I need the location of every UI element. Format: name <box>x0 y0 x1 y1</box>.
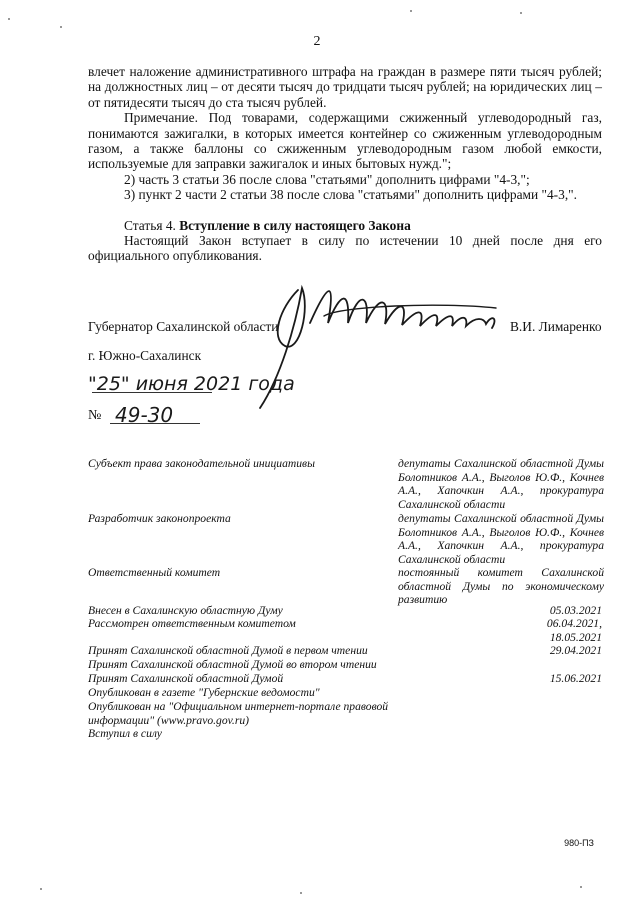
date-underline <box>92 392 212 393</box>
history-label-committee: Рассмотрен ответственным комитетом <box>88 617 296 630</box>
scan-speck <box>8 18 10 20</box>
history-date-adopted: 15.06.2021 <box>549 672 602 685</box>
article-4-prefix: Статья 4. <box>124 217 180 233</box>
law-number-prefix: № <box>88 408 102 423</box>
signatory-name: В.И. Лимаренко <box>510 319 602 334</box>
article-4-text: Настоящий Закон вступает в силу по истечении 10 дней после дня его официального опубликования. <box>88 233 602 264</box>
developer-label: Разработчик законопроекта <box>88 512 231 525</box>
developer-value: депутаты Сахалинской областной Думы Болотников А.А., Выголов Ю.Ф., Кочнев А.А., Хапочкин А.А., прокуратура Сахалинской области <box>398 512 604 566</box>
scan-speck <box>60 26 62 28</box>
history-label-first-reading: Принят Сахалинской областной Думой в первом чтении <box>88 644 368 657</box>
history-label-published-newspaper: Опубликован в газете "Губернские ведомости" <box>88 686 320 699</box>
article-4-heading <box>88 218 602 233</box>
scan-speck <box>580 886 582 888</box>
history-date-committee-1: 06.04.2021, <box>546 617 602 630</box>
committee-label: Ответственный комитет <box>88 566 221 579</box>
committee-value: постоянный комитет Сахалинской областной Думы по экономическому развитию <box>398 566 604 607</box>
subject-label: Субъект права законодательной инициативы <box>88 457 315 470</box>
scan-speck <box>520 12 522 14</box>
history-date-introduced: 05.03.2021 <box>549 604 602 617</box>
paragraph-note: Примечание. Под товарами, содержащими сжиженный углеводородный газ, понимаются зажигалки, в которых имеется контейнер со сжиженным углеводородным газом, а также баллоны со сжиженным углеводородным газом любой емкости, используемые для заправки зажигалок и иных бытовых нужд."; <box>88 110 602 172</box>
history-label-second-reading: Принят Сахалинской областной Думой во втором чтении <box>88 658 377 671</box>
signing-date-handwritten: "25" июня 2021 года <box>88 373 295 395</box>
history-label-adopted: Принят Сахалинской областной Думой <box>88 672 284 685</box>
history-label-effective: Вступил в силу <box>88 727 162 740</box>
number-underline <box>110 423 200 424</box>
document-code: 980-ПЗ <box>564 838 594 848</box>
law-number-handwritten: 49-30 <box>115 403 174 427</box>
law-body-text <box>88 64 602 264</box>
history-label-published-portal: Опубликован на "Официальном интернет-портале правовой информации" (www.pravo.gov.ru) <box>88 700 389 727</box>
history-date-committee-2: 18.05.2021 <box>549 631 602 644</box>
paragraph-item-3: 3) пункт 2 части 2 статьи 38 после слова "статьями" дополнить цифрами "4-3,". <box>124 187 577 203</box>
scan-speck <box>40 888 42 890</box>
signatory-position: Губернатор Сахалинской области <box>88 319 279 334</box>
page-number: 2 <box>313 34 321 49</box>
history-date-first-reading: 29.04.2021 <box>549 644 602 657</box>
article-4-title: Вступление в силу настоящего Закона <box>179 217 411 233</box>
city: г. Южно-Сахалинск <box>88 348 202 363</box>
paragraph-penalty: влечет наложение административного штрафа на граждан в размере пяти тысяч рублей; на должностных лиц – от десяти тысяч до тридцати тысяч рублей; на юридических лиц – от пятидесяти тысяч до ста тысяч рублей. <box>88 64 602 110</box>
history-label-introduced: Внесен в Сахалинскую областную Думу <box>88 604 283 617</box>
paragraph-item-2: 2) часть 3 статьи 36 после слова "статьями" дополнить цифрами "4-3,"; <box>124 171 530 187</box>
subject-value: депутаты Сахалинской областной Думы Болотников А.А., Выголов Ю.Ф., Кочнев А.А., Хапочкин А.А., прокуратура Сахалинской области <box>398 457 604 511</box>
handwritten-signature <box>240 268 510 418</box>
scan-speck <box>410 10 412 12</box>
scan-speck <box>300 892 302 894</box>
